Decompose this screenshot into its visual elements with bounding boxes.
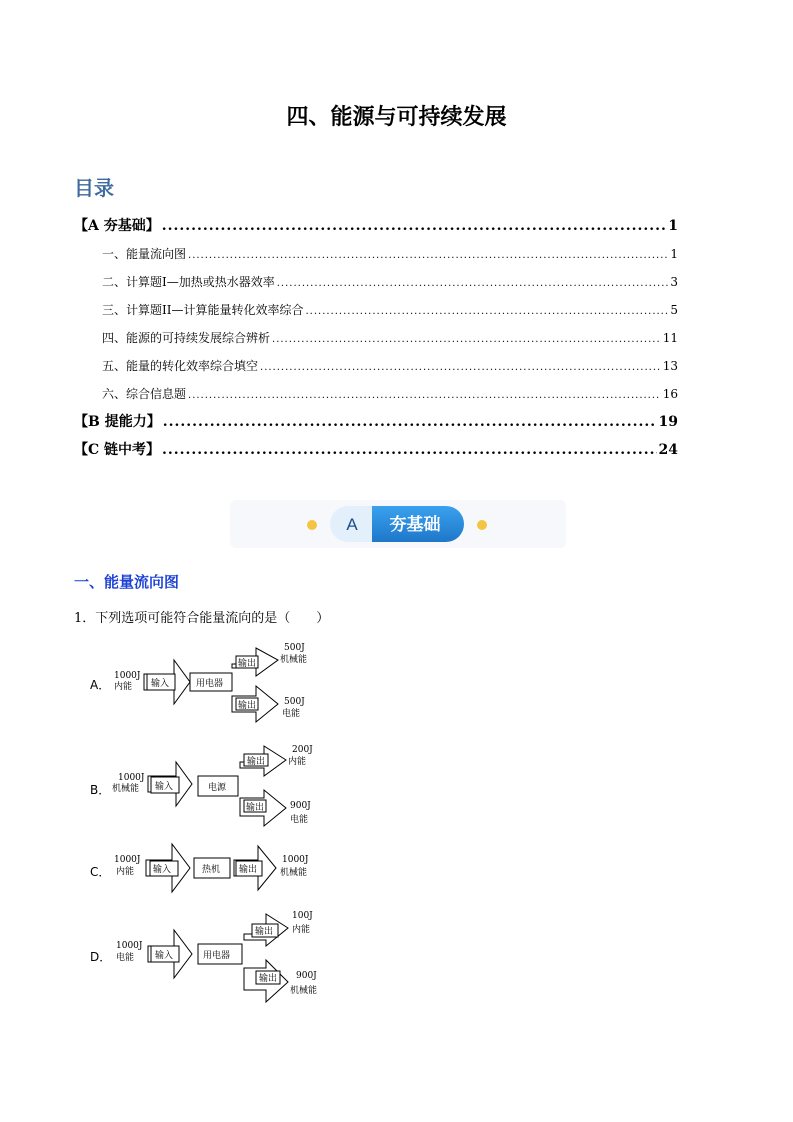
input-value: 1000J xyxy=(116,941,143,951)
banner-text: 夯基础 xyxy=(389,515,441,535)
input-value: 1000J xyxy=(114,855,141,865)
toc-entry[interactable] xyxy=(74,380,678,408)
output-box-label: 输出 xyxy=(255,927,274,937)
toc-entry[interactable] xyxy=(74,408,678,436)
section-banner xyxy=(230,498,566,550)
device-label: 用电器 xyxy=(203,951,231,961)
option-a-diagram xyxy=(110,634,340,726)
output-box-label: 输出 xyxy=(246,803,265,813)
toc-page: 3 xyxy=(670,275,678,289)
toc-label: 【C 链中考】 xyxy=(74,442,161,458)
device-label: 电源 xyxy=(208,783,227,793)
toc-page: 19 xyxy=(658,414,678,430)
output-value: 900J xyxy=(296,971,317,981)
toc-label: 六、综合信息题 xyxy=(102,387,187,401)
output-value: 900J xyxy=(290,801,311,811)
toc-leader xyxy=(162,436,656,464)
toc-label: 【B 提能力】 xyxy=(74,414,161,430)
toc-label: 二、计算题I—加热或热水器效率 xyxy=(102,275,275,289)
toc-page: 1 xyxy=(670,247,678,261)
toc-entry[interactable] xyxy=(74,324,678,352)
toc-entry[interactable] xyxy=(74,352,678,380)
toc-leader xyxy=(305,298,668,326)
option-c-diagram xyxy=(110,840,340,896)
toc-leader xyxy=(272,326,661,354)
input-box-label: 输入 xyxy=(155,951,174,961)
page-title: 四、能源与可持续发展 xyxy=(286,105,507,130)
toc-label: 三、计算题II—计算能量转化效率综合 xyxy=(102,303,304,317)
toc-leader xyxy=(163,408,657,436)
toc-leader xyxy=(188,382,661,410)
banner-dot-right xyxy=(477,520,487,530)
toc-label: 五、能量的转化效率综合填空 xyxy=(102,359,259,373)
option-a-label[interactable]: A． xyxy=(90,678,111,692)
output-energy-type: 机械能 xyxy=(280,868,308,878)
output-box-label: 输出 xyxy=(238,701,257,711)
toc-label: 一、能量流向图 xyxy=(102,247,187,261)
toc-page: 1 xyxy=(668,218,678,234)
toc-label: 四、能源的可持续发展综合辨析 xyxy=(102,331,271,345)
toc-page: 11 xyxy=(662,331,678,345)
toc-entry[interactable] xyxy=(74,212,678,240)
input-box-label: 输入 xyxy=(155,782,174,792)
option-c-label[interactable]: C． xyxy=(90,865,111,879)
output-box-label: 输出 xyxy=(238,659,257,669)
toc-page: 13 xyxy=(662,359,678,373)
toc-heading: 目录 xyxy=(74,176,114,200)
output-value: 500J xyxy=(284,643,305,653)
output-box-label: 输出 xyxy=(259,974,278,984)
toc-entry[interactable] xyxy=(74,296,678,324)
banner-letter: A xyxy=(346,515,358,534)
input-energy-type: 电能 xyxy=(116,953,135,963)
input-energy-type: 机械能 xyxy=(112,784,140,794)
toc-entry[interactable] xyxy=(74,240,678,268)
option-d-diagram xyxy=(110,902,340,1006)
device-label: 用电器 xyxy=(196,679,224,689)
toc-entry[interactable] xyxy=(74,436,678,464)
question-text: 1．下列选项可能符合能量流向的是（ ） xyxy=(74,611,330,626)
input-value: 1000J xyxy=(118,773,145,783)
toc-leader xyxy=(188,242,668,270)
input-box-label: 输入 xyxy=(151,679,170,689)
output-value: 1000J xyxy=(282,855,309,865)
input-box-label: 输入 xyxy=(153,865,172,875)
output-box-label: 输出 xyxy=(247,757,266,767)
device-label: 热机 xyxy=(202,865,221,875)
output-energy-type: 内能 xyxy=(292,925,311,935)
option-b-diagram xyxy=(110,740,340,832)
toc-entry[interactable] xyxy=(74,268,678,296)
toc-leader xyxy=(277,270,669,298)
toc-page: 24 xyxy=(658,442,678,458)
output-value: 200J xyxy=(292,745,313,755)
output-energy-type: 电能 xyxy=(290,815,309,825)
input-energy-type: 内能 xyxy=(116,867,135,877)
toc-leader xyxy=(260,354,661,382)
banner-dot-left xyxy=(307,520,317,530)
option-b-label[interactable]: B． xyxy=(90,783,111,797)
output-energy-type: 机械能 xyxy=(290,986,318,996)
input-value: 1000J xyxy=(114,671,141,681)
output-box-label: 输出 xyxy=(239,865,258,875)
toc-label: 【A 夯基础】 xyxy=(74,218,160,234)
output-value: 500J xyxy=(284,697,305,707)
input-energy-type: 内能 xyxy=(114,682,133,692)
section-heading: 一、能量流向图 xyxy=(74,573,180,591)
output-energy-type: 机械能 xyxy=(280,655,308,665)
table-of-contents xyxy=(74,212,678,464)
output-energy-type: 内能 xyxy=(288,757,307,767)
toc-leader xyxy=(162,212,667,240)
output-value: 100J xyxy=(292,911,313,921)
toc-page: 5 xyxy=(670,303,678,317)
toc-page: 16 xyxy=(662,387,678,401)
output-energy-type: 电能 xyxy=(282,709,301,719)
option-d-label[interactable]: D． xyxy=(90,950,112,964)
